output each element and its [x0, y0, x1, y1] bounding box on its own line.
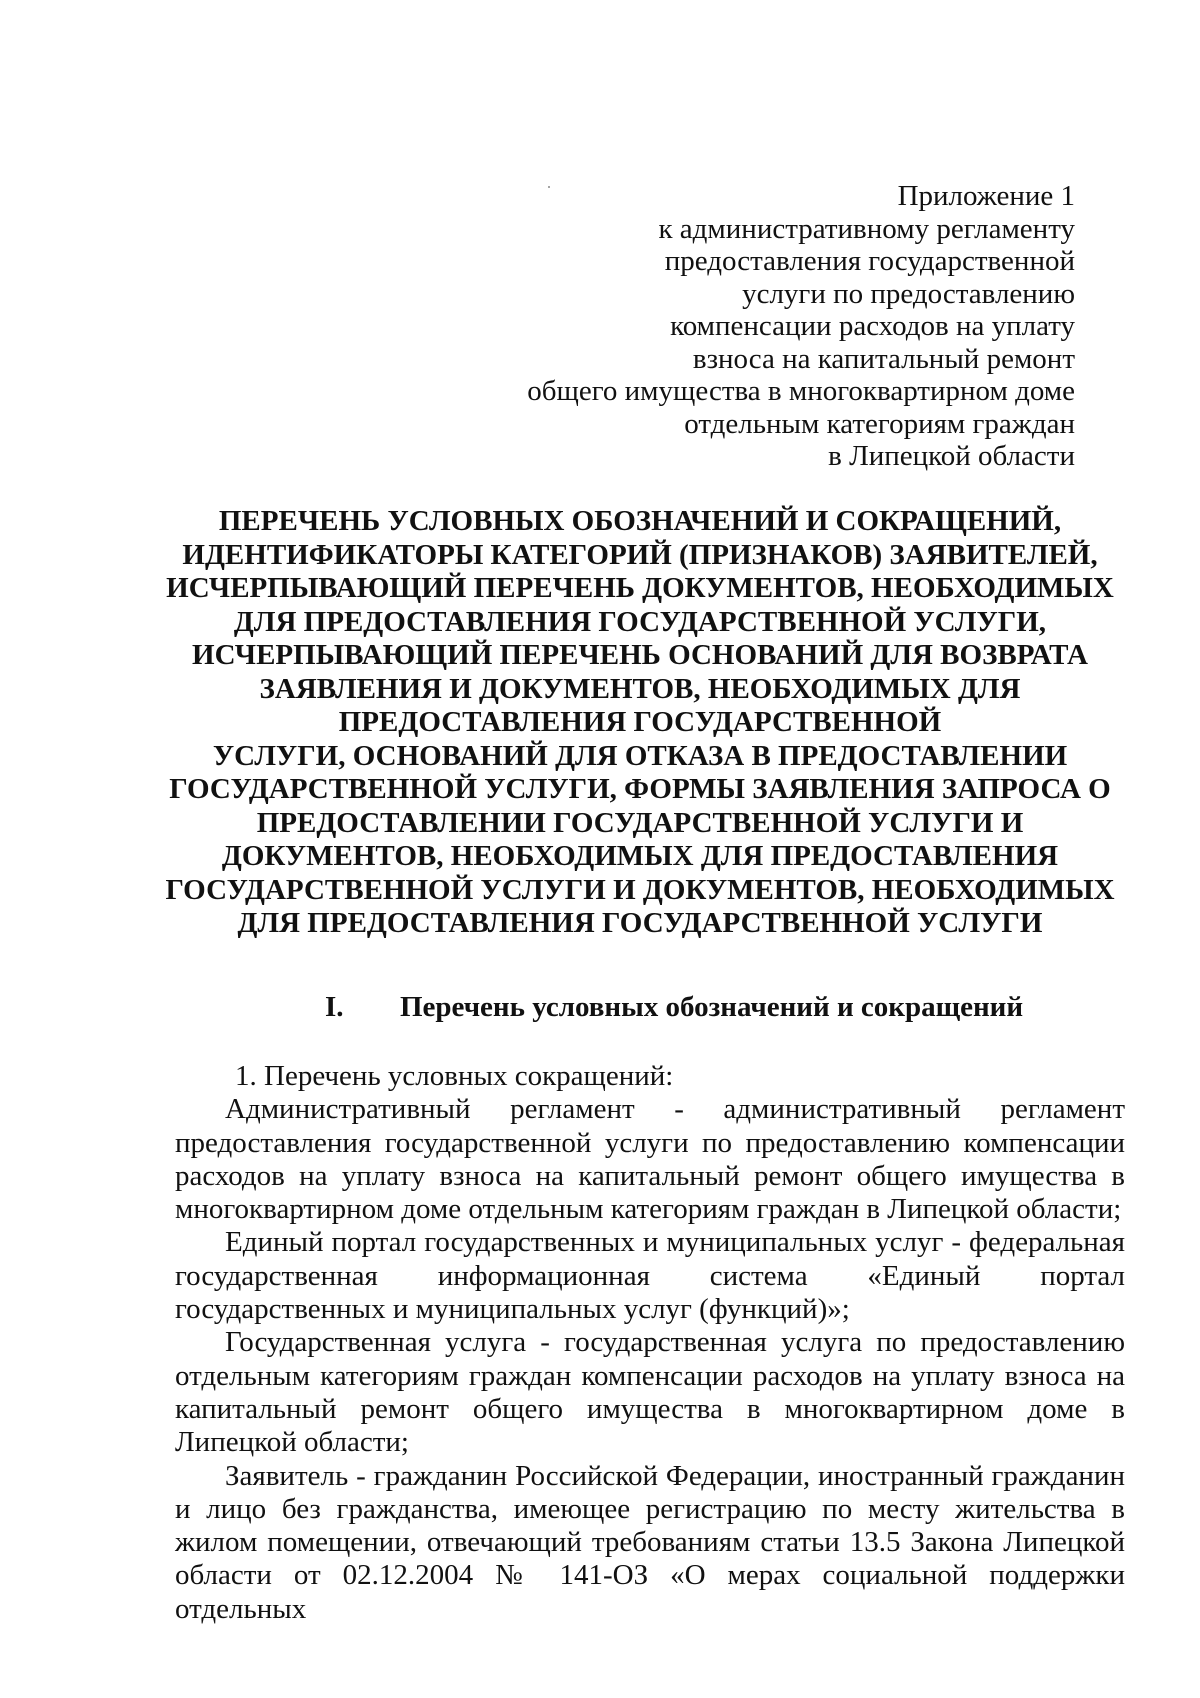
document-title: [160, 505, 1120, 941]
title-line: ПРЕДОСТАВЛЕНИИ ГОСУДАРСТВЕННОЙ УСЛУГИ И: [256, 806, 1024, 839]
title-line: ДЛЯ ПРЕДОСТАВЛЕНИЯ ГОСУДАРСТВЕННОЙ УСЛУГИ,: [233, 605, 1047, 638]
body-text: [175, 1060, 1125, 1626]
appendix-line: общего имущества в многоквартирном доме: [527, 375, 1075, 407]
title-line: ПРЕДОСТАВЛЕНИЯ ГОСУДАРСТВЕННОЙ: [338, 706, 942, 738]
title-line: ЗАЯВЛЕНИЯ И ДОКУМЕНТОВ, НЕОБХОДИМЫХ ДЛЯ: [259, 672, 1021, 705]
title-line: ГОСУДАРСТВЕННОЙ УСЛУГИ, ФОРМЫ ЗАЯВЛЕНИЯ ЗАПРОСА О: [169, 773, 1111, 805]
section-number: I.: [325, 991, 344, 1023]
title-line: ИСЧЕРПЫВАЮЩИЙ ПЕРЕЧЕНЬ ОСНОВАНИЙ ДЛЯ ВОЗВРАТА: [192, 639, 1088, 671]
appendix-line: предоставления государственной: [664, 245, 1075, 277]
appendix-line: к административному регламенту: [658, 212, 1075, 245]
title-line: ИСЧЕРПЫВАЮЩИЙ ПЕРЕЧЕНЬ ДОКУМЕНТОВ, НЕОБХОДИМЫХ: [166, 572, 1114, 604]
definition-paragraph: Заявитель - гражданин Российской Федерации, иностранный гражданин и лицо без гражданства, имеющее регистрацию по месту жительства в жилом помещении, отвечающий требованиям статьи 13.5 Закона Липецкой области от 02.12.2004 № 141-ОЗ «О мерах социальной поддержки отдельных: [175, 1459, 1125, 1625]
title-line: ДОКУМЕНТОВ, НЕОБХОДИМЫХ ДЛЯ ПРЕДОСТАВЛЕНИЯ: [221, 840, 1059, 872]
definition-paragraph: Административный регламент - административный регламент предоставления государственной услуги по предоставлению компенсации расходов на уплату взноса на капитальный ремонт общего имущества в многоквартирном доме отдельным категориям граждан в Липецкой области;: [175, 1093, 1125, 1226]
list-item-heading: 1. Перечень условных сокращений:: [235, 1060, 674, 1092]
appendix-line: компенсации расходов на уплату: [670, 310, 1075, 342]
appendix-line: в Липецкой области: [828, 440, 1075, 472]
title-line: ДЛЯ ПРЕДОСТАВЛЕНИЯ ГОСУДАРСТВЕННОЙ УСЛУГИ: [237, 907, 1043, 939]
definition-paragraph: Единый портал государственных и муниципальных услуг - федеральная государственная информационная система «Единый портал государственных и муниципальных услуг (функций)»;: [175, 1226, 1125, 1326]
appendix-line: Приложение 1: [897, 180, 1075, 212]
appendix-line: взноса на капитальный ремонт: [692, 342, 1075, 375]
appendix-line: отдельным категориям граждан: [684, 407, 1075, 440]
title-line: ПЕРЕЧЕНЬ УСЛОВНЫХ ОБОЗНАЧЕНИЙ И СОКРАЩЕНИЙ,: [218, 505, 1062, 537]
appendix-line: услуги по предоставлению: [742, 277, 1075, 310]
appendix-block: [515, 180, 1075, 473]
title-line: ИДЕНТИФИКАТОРЫ КАТЕГОРИЙ (ПРИЗНАКОВ) ЗАЯВИТЕЛЕЙ,: [182, 538, 1098, 571]
definition-paragraph: Государственная услуга - государственная услуга по предоставлению отдельным категориям граждан компенсации расходов на уплату взноса на капитальный ремонт общего имущества в многоквартирном доме в Липецкой области;: [175, 1326, 1125, 1459]
title-line: ГОСУДАРСТВЕННОЙ УСЛУГИ И ДОКУМЕНТОВ, НЕОБХОДИМЫХ: [165, 873, 1115, 906]
title-line: УСЛУГИ, ОСНОВАНИЙ ДЛЯ ОТКАЗА В ПРЕДОСТАВЛЕНИИ: [212, 739, 1068, 772]
section-title: Перечень условных обозначений и сокращений: [400, 991, 1024, 1023]
